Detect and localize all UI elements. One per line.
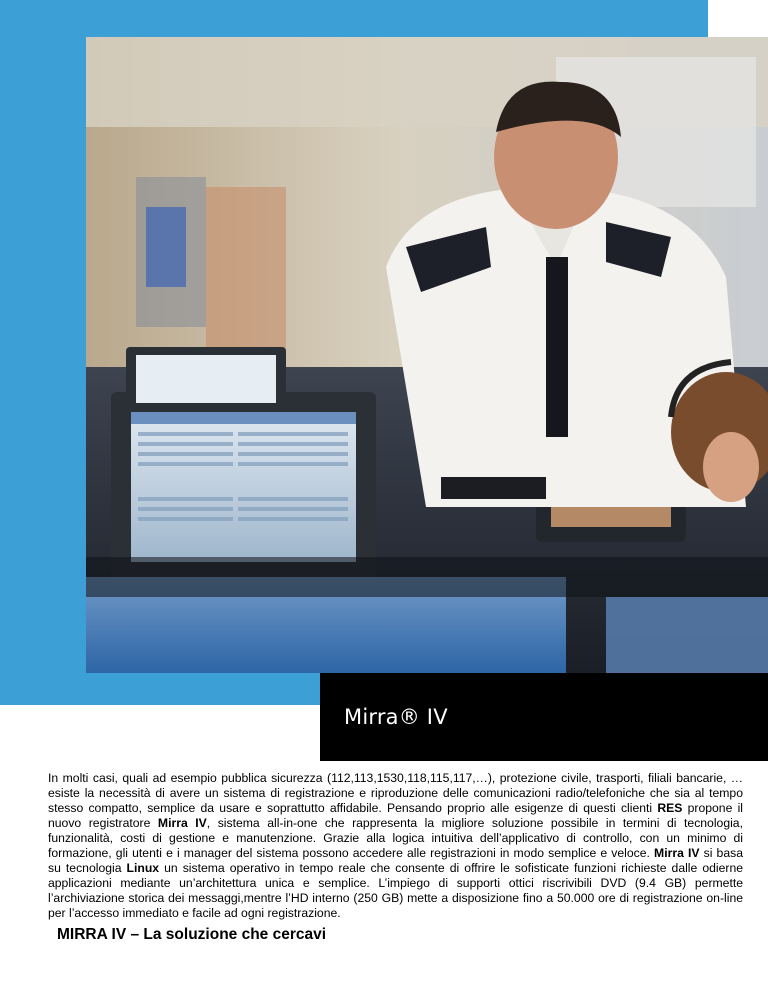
control-room-photo-illustration [86,37,768,673]
product-name: Mirra IV [654,846,700,860]
body-paragraph [48,771,743,921]
body-text-part: propone il nuovo registratore [48,801,744,830]
body-text-part: , sistema all-in-one che rappresenta la migliore soluzione possibile in termini di tecnologia, funzionalità, costi di gestione e manutenzione. Grazie alla logica intuitiva dell’applicativo di controllo, con un minimo di formazione, gli utenti e i manager del sistema possono accedere alle registrazioni in modo semplice e veloce. [48,816,743,860]
section-subheading: MIRRA IV – La soluzione che cercavi [57,926,327,943]
body-text-part: In molti casi, quali ad esempio pubblica sicurezza (112,113,1530,118,115,117,…), protezione civile, trasporti, filiali bancarie, … esiste la necessità di avere un sistema di registrazione e riproduzione delle comunicazioni radio/telefoniche che sia al tempo stesso compatto, semplice da usare e soprattutto affidabile. Pensando proprio alle esigenze di questi clienti [48,771,743,815]
body-text-part: un sistema operativo in tempo reale che consente di offrire le sofisticate funzioni richieste dalle odierne applicazioni mediante un’architettura unica e semplice. L’impiego di supporti ottici riscrivibili DVD (9.4 GB) permette l’archiviazione storica dei messaggi,mentre l’HD interno (250 GB) mette a disposizione fino a 50.000 ore di registrazione on-line per l’accesso immediato e facile ad ogni registrazione. [48,861,743,920]
title-box [320,673,768,761]
product-title: Mirra® IV [344,705,448,729]
control-room-photo [86,37,768,673]
body-text-part: si basa su tecnologia [48,846,743,875]
os-name: Linux [126,861,160,875]
product-name: Mirra IV [157,816,207,830]
company-name: RES [657,801,683,815]
